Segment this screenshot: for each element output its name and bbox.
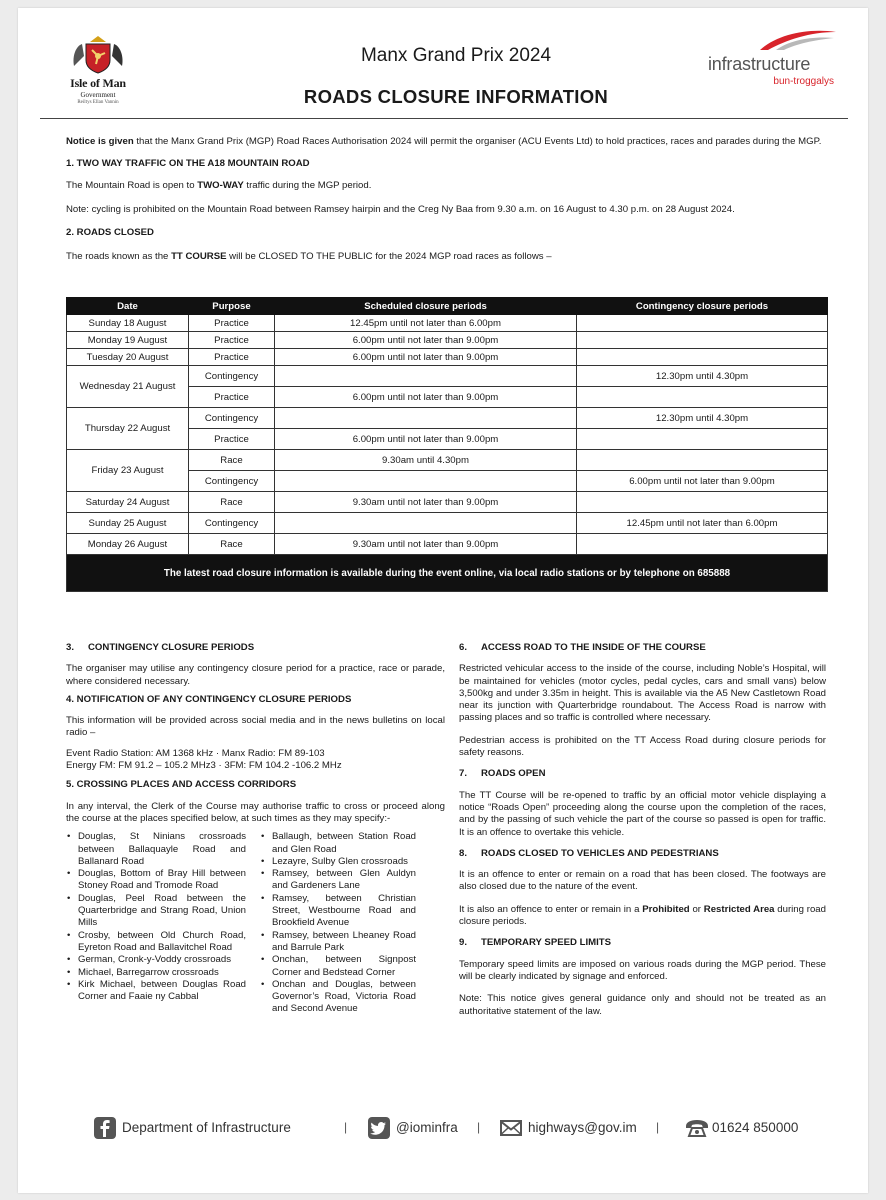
cell-purpose: Practice (189, 315, 275, 332)
cell-scheduled: 6.00pm until not later than 9.00pm (275, 332, 577, 349)
phone-label: 01624 850000 (712, 1120, 799, 1135)
cell-contingency (577, 332, 828, 349)
facebook-icon (94, 1117, 116, 1139)
list-item: • Crosby, between Old Church Road, Eyreton Road and Ballavitchel Road (66, 930, 246, 955)
list-item: • Michael, Barregarrow crossroads (66, 967, 246, 979)
list-item: • Ramsey, between Lheaney Road and Barrule Park (260, 930, 416, 955)
col-date: Date (67, 298, 189, 315)
list-item: • Onchan and Douglas, between Governor’s Road, Victoria Road and Second Avenue (260, 979, 416, 1016)
section7-heading (459, 768, 826, 780)
table-row (67, 315, 828, 332)
section4-text: This information will be provided across social media and in the news bulletins on local radio – (66, 715, 445, 739)
cell-contingency (577, 534, 828, 555)
cell-contingency (577, 450, 828, 471)
section2-heading: 2. ROADS CLOSED (66, 227, 154, 238)
cell-purpose: Contingency (189, 408, 275, 429)
list-item: • Lezayre, Sulby Glen crossroads (260, 856, 416, 868)
list-item: • Kirk Michael, between Douglas Road Corner and Faaie ny Cabbal (66, 979, 246, 1004)
cell-scheduled: 12.45pm until not later than 6.00pm (275, 315, 577, 332)
footer-separator: | (477, 1120, 481, 1134)
gov-motto: Reiltys Ellan Vannin (77, 100, 119, 105)
document-page (18, 8, 868, 1193)
section9-p2: Note: This notice gives general guidance only and should not be treated as an authoritative statement of the law. (459, 993, 826, 1017)
section3-number: 3. (66, 642, 75, 653)
table-row (67, 408, 828, 429)
radio-line-2: Energy FM: FM 91.2 – 105.2 MHz3 · 3FM: FM 104.2 -106.2 MHz (66, 760, 342, 772)
cell-contingency (577, 492, 828, 513)
cell-contingency (577, 349, 828, 366)
cell-date: Friday 23 August (67, 450, 189, 492)
phone-icon (684, 1117, 710, 1139)
cell-purpose: Practice (189, 349, 275, 366)
email-contact[interactable] (500, 1117, 637, 1142)
facebook-label: Department of Infrastructure (122, 1120, 291, 1135)
table-row (67, 534, 828, 555)
swoosh-icon (758, 28, 838, 52)
section6-p1: Restricted vehicular access to the inside of the course, including Noble’s Hospital, will be maintained for vehicles (motor cycles, pedal cycles, cars and small vans) below 3,500kg and under 3.35m in height. This is available via the A5 New Castletown Road near its junction with Quarterbridge roundabout. The Access Road is narrow with passing places and so traffic is controlled where necessary. (459, 663, 826, 724)
section1-note: Note: cycling is prohibited on the Mountain Road between Ramsey hairpin and the Creg Ny Baa from 9.30 a.m. on 16 August to 4.30 p.m. on 28 August 2024. (66, 203, 735, 215)
cell-date: Monday 19 August (67, 332, 189, 349)
list-item: • Douglas, St Ninians crossroads between Ballaquayle Road and Ballanard Road (66, 831, 246, 868)
section6-heading (459, 642, 826, 654)
cell-scheduled (275, 366, 577, 387)
cell-contingency: 12.45pm until not later than 6.00pm (577, 513, 828, 534)
dept-subtitle: bun-troggalys (773, 76, 834, 87)
info-banner-row (67, 555, 828, 592)
cell-date: Sunday 25 August (67, 513, 189, 534)
cell-purpose: Contingency (189, 513, 275, 534)
iom-government-logo (58, 36, 138, 105)
section2-paragraph (66, 251, 826, 264)
cell-scheduled (275, 471, 577, 492)
section9-p1: Temporary speed limits are imposed on various roads during the MGP period. These will be clearly indicated by signage and enforced. (459, 958, 826, 982)
list-item: • Ramsey, between Christian Street, Westbourne Road and Brookfield Avenue (260, 893, 416, 930)
twitter-icon (368, 1117, 390, 1139)
s8-text-a: It is also an offence to enter or remain in a (459, 903, 643, 915)
section4-heading: 4. NOTIFICATION OF ANY CONTINGENCY CLOSURE PERIODS (66, 693, 352, 705)
gov-name: Isle of Man (70, 76, 126, 90)
section8-p2 (459, 904, 826, 929)
col-contingency: Contingency closure periods (577, 298, 828, 315)
phone-contact[interactable] (684, 1117, 799, 1142)
radio-line-1: Event Radio Station: AM 1368 kHz · Manx Radio: FM 89-103 (66, 747, 325, 759)
table-row (67, 349, 828, 366)
section5-heading: 5. CROSSING PLACES AND ACCESS CORRIDORS (66, 779, 297, 791)
section8-number: 8. (459, 847, 468, 859)
contact-footer (94, 1113, 854, 1141)
cell-purpose: Contingency (189, 471, 275, 492)
section6-title: ACCESS ROAD TO THE INSIDE OF THE COURSE (481, 642, 706, 653)
s8-text-e: during road closure periods. (459, 903, 826, 928)
table-row (67, 492, 828, 513)
document-subtitle: ROADS CLOSURE INFORMATION (303, 86, 609, 107)
list-item: • Ramsey, between Glen Auldyn and Gardeners Lane (260, 868, 416, 893)
cell-scheduled: 6.00pm until not later than 9.00pm (275, 387, 577, 408)
cell-scheduled: 6.00pm until not later than 9.00pm (275, 429, 577, 450)
gov-subtitle: Government (80, 91, 116, 99)
cell-scheduled (275, 408, 577, 429)
crest-icon (68, 36, 128, 74)
closure-table (66, 297, 828, 592)
table-row (67, 366, 828, 387)
cell-contingency: 6.00pm until not later than 9.00pm (577, 471, 828, 492)
section1-heading: 1. TWO WAY TRAFFIC ON THE A18 MOUNTAIN ROAD (66, 157, 310, 169)
list-item: • Onchan, between Signpost Corner and Bedstead Corner (260, 954, 416, 979)
list-item: • Ballaugh, between Station Road and Glen Road (260, 831, 416, 856)
s1-text-a: The Mountain Road is open to (66, 180, 198, 191)
section7-number: 7. (459, 768, 468, 780)
crossing-list-right (260, 831, 416, 1015)
twitter-contact[interactable] (368, 1117, 458, 1142)
list-item: • Douglas, Bottom of Bray Hill between Stoney Road and Tromode Road (66, 868, 246, 893)
s8-text-c: or (689, 903, 704, 915)
section3-text: The organiser may utilise any contingency closure period for a practice, race or parade, where considered necessary. (66, 663, 445, 687)
cell-purpose: Contingency (189, 366, 275, 387)
section8-title: ROADS CLOSED TO VEHICLES AND PEDESTRIANS (481, 847, 719, 859)
cell-purpose: Practice (189, 387, 275, 408)
s2-text-a: The roads known as the (66, 250, 172, 262)
table-row (67, 332, 828, 349)
facebook-contact[interactable] (94, 1117, 291, 1142)
section6-number: 6. (459, 642, 468, 653)
section7-title: ROADS OPEN (481, 768, 546, 780)
cell-date: Monday 26 August (67, 534, 189, 555)
cell-date: Saturday 24 August (67, 492, 189, 513)
cell-date: Tuesday 20 August (67, 349, 189, 366)
s1-two-way: TWO-WAY (197, 180, 244, 191)
cell-date: Wednesday 21 August (67, 366, 189, 408)
section3-heading (66, 642, 445, 654)
s1-text-c: traffic during the MGP period. (243, 180, 372, 191)
crossing-list-left (66, 831, 246, 1003)
right-column (459, 642, 826, 1018)
col-purpose: Purpose (189, 298, 275, 315)
section8-heading (459, 848, 826, 860)
document-title: Manx Grand Prix 2024 (360, 45, 552, 66)
dept-name: infrastructure (708, 54, 811, 74)
header-divider (40, 118, 848, 119)
twitter-label: @iominfra (396, 1120, 458, 1135)
footer-separator: | (656, 1120, 660, 1134)
cell-date: Sunday 18 August (67, 315, 189, 332)
table-row (67, 450, 828, 471)
crossing-places (66, 831, 445, 1015)
list-item: • German, Cronk-y-Voddy crossroads (66, 954, 246, 966)
infrastructure-logo (708, 28, 848, 87)
notice-lead: Notice is given (66, 136, 134, 147)
notice-text: that the Manx Grand Prix (MGP) Road Races Authorisation 2024 will permit the organiser (ACU Events Ltd) to hold practices, races and parades during the MGP. (133, 136, 822, 147)
section9-title: TEMPORARY SPEED LIMITS (481, 937, 612, 949)
cell-contingency (577, 387, 828, 408)
cell-purpose: Race (189, 534, 275, 555)
cell-contingency: 12.30pm until 4.30pm (577, 366, 828, 387)
section9-heading (459, 937, 826, 949)
cell-contingency (577, 429, 828, 450)
cell-scheduled: 6.00pm until not later than 9.00pm (275, 349, 577, 366)
s2-tt-course: TT COURSE (171, 250, 227, 262)
s8-restricted-area: Restricted Area (703, 903, 775, 915)
cell-date: Thursday 22 August (67, 408, 189, 450)
notice-paragraph (66, 136, 826, 149)
cell-contingency (577, 315, 828, 332)
left-column (66, 642, 445, 1015)
section6-p2: Pedestrian access is prohibited on the TT Access Road during closure periods for safety reasons. (459, 734, 826, 759)
list-item: • Douglas, Peel Road between the Quarterbridge and Strang Road, Union Mills (66, 893, 246, 930)
cell-contingency: 12.30pm until 4.30pm (577, 408, 828, 429)
section3-title: CONTINGENCY CLOSURE PERIODS (88, 642, 255, 653)
cell-purpose: Practice (189, 429, 275, 450)
cell-scheduled: 9.30am until 4.30pm (275, 450, 577, 471)
section1-paragraph (66, 180, 826, 193)
cell-scheduled: 9.30am until not later than 9.00pm (275, 492, 577, 513)
section7-text: The TT Course will be re-opened to traffic by an official motor vehicle displaying a notice “Roads Open” proceeding along the course upon the completion of the races, and by the passing of such vehicle the part of the course so passed is open for traffic. It is an offence to overtake this vehicle. (459, 789, 826, 838)
cell-purpose: Race (189, 492, 275, 513)
table-header-row (67, 298, 828, 315)
email-icon (500, 1117, 522, 1139)
col-scheduled: Scheduled closure periods (275, 298, 577, 315)
cell-purpose: Race (189, 450, 275, 471)
footer-separator: | (344, 1120, 348, 1134)
s8-prohibited: Prohibited (642, 903, 690, 915)
s2-text-c: will be CLOSED TO THE PUBLIC for the 2024 MGP road races as follows – (226, 250, 552, 262)
cell-purpose: Practice (189, 332, 275, 349)
cell-scheduled (275, 513, 577, 534)
section9-number: 9. (459, 937, 468, 949)
table-row (67, 513, 828, 534)
email-label: highways@gov.im (528, 1120, 637, 1135)
cell-scheduled: 9.30am until not later than 9.00pm (275, 534, 577, 555)
section8-p1: It is an offence to enter or remain on a road that has been closed. The footways are also closed due to the nature of the event. (459, 869, 826, 893)
section5-text: In any interval, the Clerk of the Course may authorise traffic to cross or proceed along the course at the places specified below, at such times as they may specify:- (66, 800, 445, 824)
intro-sections (66, 136, 826, 263)
info-banner: The latest road closure information is available during the event online, via local radio stations or by telephone on 685888 (67, 555, 828, 592)
